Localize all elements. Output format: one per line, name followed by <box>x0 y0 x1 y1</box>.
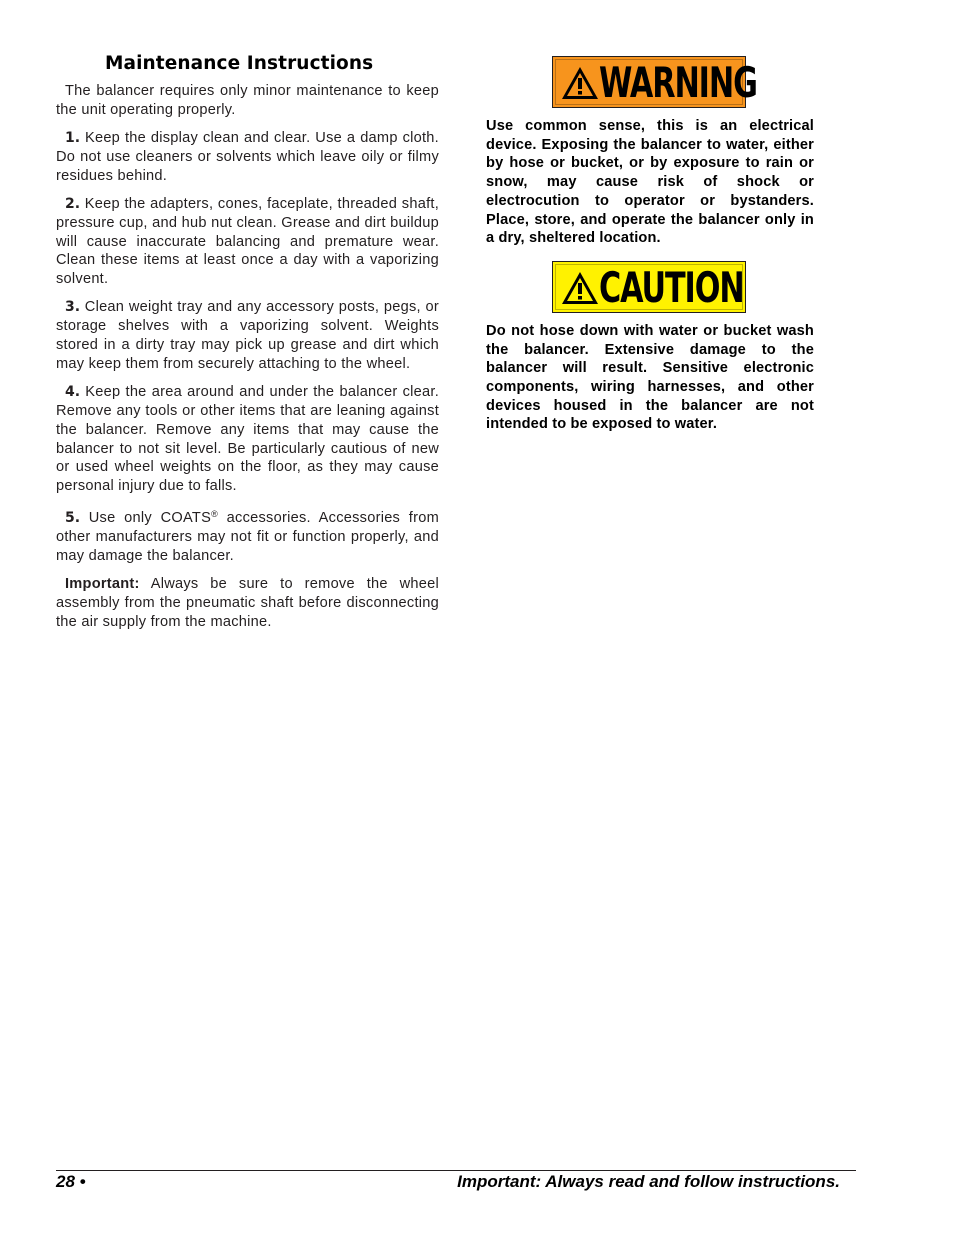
page-number: 28 • <box>56 1172 86 1191</box>
exclamation-triangle-icon <box>561 66 599 100</box>
warning-word: WARNING <box>599 58 757 107</box>
warning-sign <box>552 56 757 108</box>
section-title: Maintenance Instructions <box>105 53 374 74</box>
exclamation-triangle-icon <box>561 271 599 305</box>
maintenance-item-3 <box>56 298 439 373</box>
important-text: Always be sure to remove the wheel assembly from the pneumatic shaft before disconnecting the air supply from the machine. <box>56 576 439 630</box>
item-number: 1. <box>65 130 81 147</box>
item-text: Keep the display clean and clear. Use a damp cloth. Do not use cleaners or solvents which leave oily or filmy residues behind. <box>56 130 439 184</box>
safety-column <box>486 56 814 447</box>
caution-text: Do not hose down with water or bucket wash the balancer. Extensive damage to the balancer will result. Sensitive electronic components, wiring harnesses, and other devices housed in the balancer are not intended to be exposed to water. <box>486 322 814 433</box>
item-number: 3. <box>65 299 81 316</box>
caution-sign <box>552 261 746 313</box>
item-text: Keep the adapters, cones, faceplate, threaded shaft, pressure cup, and hub nut clean. Grease and dirt buildup will cause inaccurate balancing and premature wear. Clean these items at least once a day with a vaporizing solvent. <box>56 195 439 288</box>
footer-divider <box>56 1170 856 1171</box>
caution-word: CAUTION <box>599 262 744 312</box>
maintenance-item-2 <box>56 195 439 289</box>
item-text-continued: accessories. Accessories from other manufacturers may not fit or function properly, and may damage the balancer. <box>56 510 439 565</box>
maintenance-item-1 <box>56 129 439 185</box>
maintenance-item-4 <box>56 383 439 496</box>
item-text: Clean weight tray and any accessory posts, pegs, or storage shelves with a vaporizing solvent. Weights stored in a dirty tray may pick up grease and dirt which may keep them from securely attaching to the wheel. <box>56 299 440 372</box>
item-number: 2. <box>65 195 81 212</box>
item-number: 4. <box>65 384 81 401</box>
warning-text: Use common sense, this is an electrical device. Exposing the balancer to water, either by hose or bucket, or by exposure to rain or snow, may cause risk of shock or electrocution to operator or bystanders. Place, store, and operate the balancer only in a dry, sheltered location. <box>486 118 814 247</box>
item-number: 5. <box>65 510 81 527</box>
item-text: Keep the area around and under the balancer clear. Remove any tools or other items that are leaning against the balancer. Remove any items that may cause the balancer to not sit level. Be particularly cautious of new or used wheel weights on the floor, as they may cause personal injury due to falls. <box>56 384 440 495</box>
item-text: Use only COATS <box>88 510 212 527</box>
registered-mark: ® <box>211 509 218 520</box>
intro-paragraph: The balancer requires only minor maintenance to keep the unit operating properly. <box>56 83 439 118</box>
maintenance-column <box>56 53 439 641</box>
important-paragraph <box>56 575 439 631</box>
important-label: Important: <box>65 576 140 593</box>
maintenance-item-5 <box>56 505 439 565</box>
footer-note: Important: Always read and follow instructions. <box>457 1172 840 1191</box>
